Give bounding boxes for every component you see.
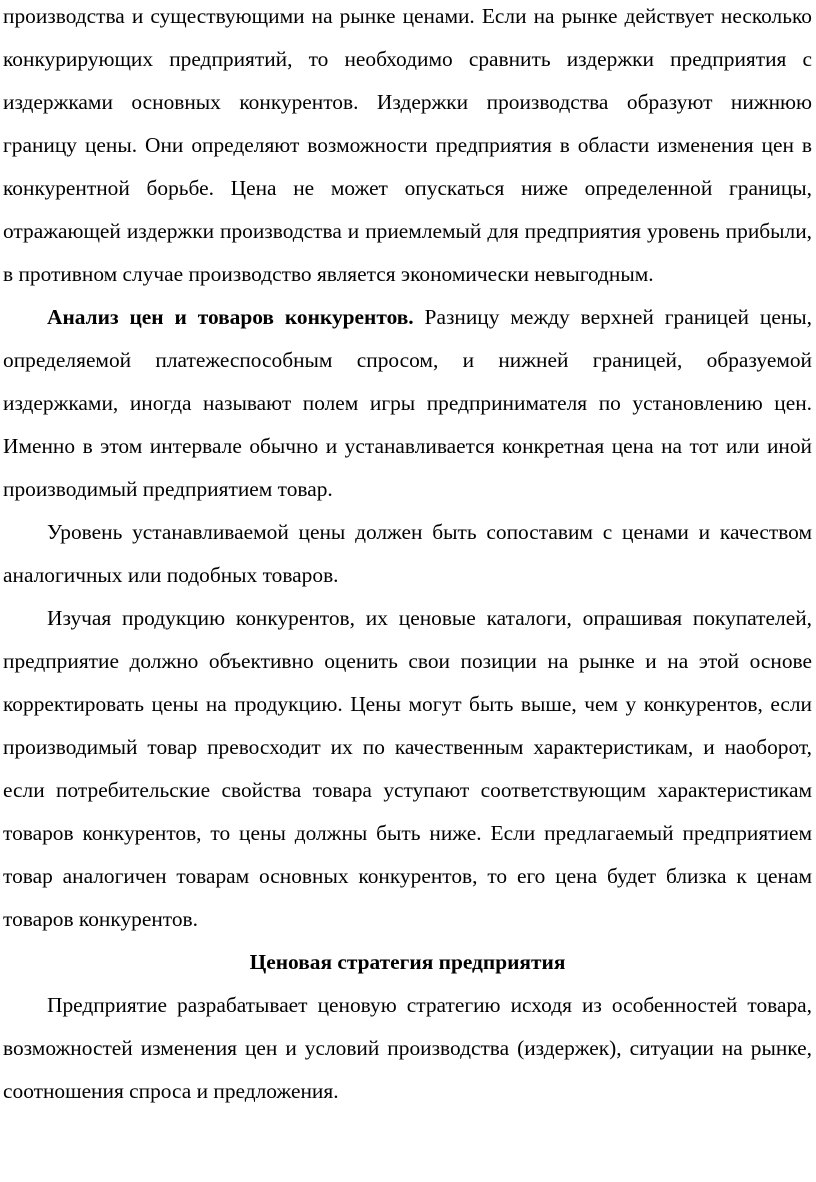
paragraph-studying-competitors: Изучая продукцию конкурентов, их ценовые каталоги, опрашивая покупателей, предприятие должно объективно оценить свои позиции на рынке и на этой основе корректировать цены на продукцию. Цены могут быть выше, чем у конкурентов, если производимый товар превосходит их по качественным характеристикам, и наоборот, если потребительские свойства товара уступают соответствующим характеристикам товаров конкурентов, то цены должны быть ниже. Если предлагаемый предприятием товар аналогичен товарам основных конкурентов, то его цена будет близка к ценам товаров конкурентов. xyxy=(3,606,812,931)
section-heading-pricing-strategy: Ценовая стратегия предприятия xyxy=(249,950,566,974)
paragraph-competitor-analysis xyxy=(3,296,812,511)
paragraph-pricing-strategy: Предприятие разрабатывает ценовую стратегию исходя из особенностей товара, возможностей изменения цен и условий производства (издержек), ситуации на рынке, соотношения спроса и предложения. xyxy=(3,993,812,1103)
paragraph-production-costs: производства и существующими на рынке ценами. Если на рынке действует несколько конкурирующих предприятий, то необходимо сравнить издержки предприятия с издержками основных конкурентов. Издержки производства образуют нижнюю границу цены. Они определяют возможности предприятия в области изменения цен в конкурентной борьбе. Цена не может опускаться ниже определенной границы, отражающей издержки производства и приемлемый для предприятия уровень прибыли, в противном случае производство является экономически невыгодным. xyxy=(3,4,812,286)
paragraph-competitor-analysis-body: Разницу между верхней границей цены, определяемой платежеспособным спросом, и нижней границей, образуемой издержками, иногда называют полем игры предпринимателя по установлению цен. Именно в этом интервале обычно и устанавливается конкретная цена на тот или иной производимый предприятием товар. xyxy=(3,305,812,501)
section-lead-competitor-analysis: Анализ цен и товаров конкурентов. xyxy=(47,305,414,329)
paragraph-price-level: Уровень устанавливаемой цены должен быть сопоставим с ценами и качеством аналогичных или подобных товаров. xyxy=(3,520,812,587)
